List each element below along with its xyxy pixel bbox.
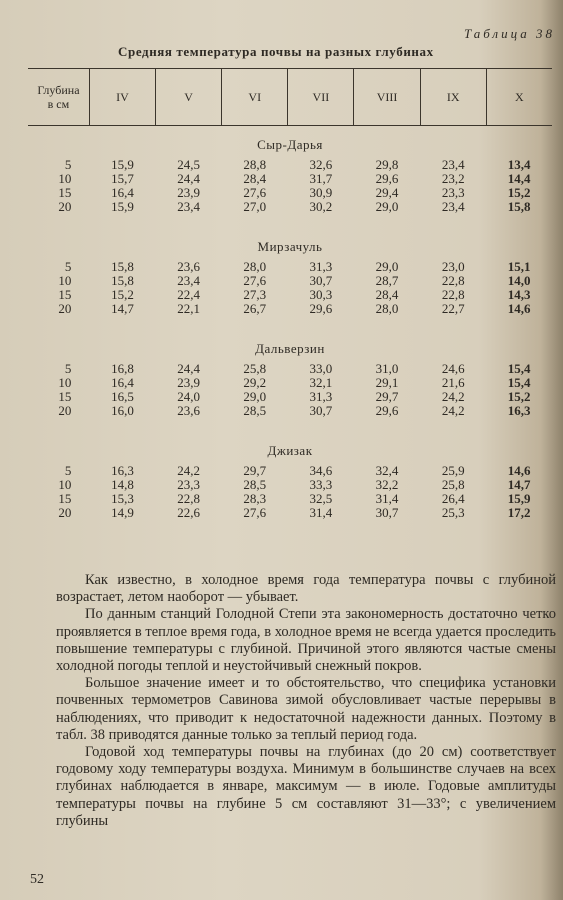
temperature-cell: 27,3 (243, 287, 267, 302)
table-row (28, 478, 552, 492)
temperature-cell: 24,0 (177, 389, 200, 404)
table-row (28, 302, 552, 316)
temperature-cell: 29,0 (375, 199, 399, 214)
temperature-cell: 24,4 (177, 361, 200, 376)
temperature-cell: 16,4 (111, 375, 134, 390)
temperature-cell: 32,4 (375, 463, 399, 478)
temperature-cell: 22,1 (177, 301, 200, 316)
temperature-cell: 29,0 (375, 259, 399, 274)
temperature-cell: 30,7 (309, 403, 333, 418)
temperature-cell: 14,0 (507, 273, 531, 288)
temperature-cell: 16,4 (111, 185, 134, 200)
temperature-cell: 24,2 (441, 389, 465, 404)
temperature-cell: 32,2 (375, 477, 399, 492)
depth-cell: 15 (58, 287, 72, 302)
header-depth-line2: в см (47, 97, 70, 111)
temperature-cell: 21,6 (441, 375, 465, 390)
table-row (28, 260, 552, 274)
temperature-cell: 26,7 (243, 301, 267, 316)
station-name: Джизак (267, 443, 313, 458)
table-body (28, 126, 552, 535)
table-row (28, 200, 552, 214)
temperature-cell: 15,8 (111, 259, 134, 274)
temperature-cell: 16,5 (111, 389, 134, 404)
temperature-cell: 29,2 (243, 375, 267, 390)
depth-cell: 20 (58, 301, 72, 316)
temperature-cell: 15,4 (507, 361, 531, 376)
header-month: IV (89, 69, 155, 126)
temperature-cell: 25,9 (441, 463, 465, 478)
temperature-cell: 23,4 (177, 199, 200, 214)
header-month: V (156, 69, 222, 126)
header-month: X (486, 69, 552, 126)
temperature-cell: 23,9 (177, 185, 200, 200)
depth-cell: 5 (64, 361, 72, 376)
paragraph: По данным станций Голодной Степи эта закономерность достаточно четко проявляется в теплое время года, в холодное время не всегда удается проследить повышение температуры с глубиной. Причиной этого являются частые смены холодной погоды теплой и неустойчивый снежный покров. (56, 606, 556, 675)
table-row (28, 274, 552, 288)
temperature-cell: 22,4 (177, 287, 200, 302)
station-name: Дальверзин (255, 341, 325, 356)
depth-cell: 15 (58, 185, 72, 200)
table-row (28, 390, 552, 404)
temperature-cell: 29,4 (375, 185, 399, 200)
depth-cell: 10 (58, 273, 72, 288)
table-row (28, 172, 552, 186)
paragraph: Как известно, в холодное время года температура почвы с глубиной возрастает, летом наоборот — убывает. (56, 572, 556, 606)
paragraph: Большое значение имеет и то обстоятельство, что специфика установки почвенных термометров Савинова зимой обусловливает частые перерывы в наблюдениях, что приводит к недостаточной надежности данных. Поэтому в табл. 38 приводятся данные только за теплый период года. (56, 675, 556, 743)
table-row (28, 492, 552, 506)
temperature-cell: 31,0 (375, 361, 399, 376)
temperature-cell: 17,2 (507, 505, 531, 520)
temperature-cell: 28,3 (243, 491, 267, 506)
depth-cell: 10 (58, 477, 72, 492)
temperature-cell: 24,4 (177, 171, 200, 186)
temperature-cell: 28,7 (375, 273, 399, 288)
spacer-row (28, 214, 552, 228)
temperature-cell: 14,6 (507, 301, 531, 316)
temperature-cell: 23,6 (177, 259, 200, 274)
depth-cell: 10 (58, 375, 72, 390)
table-title: Средняя температура почвы на разных глубинах (118, 44, 434, 59)
temperature-cell: 32,5 (309, 491, 333, 506)
temperature-cell: 34,6 (309, 463, 333, 478)
temperature-cell: 15,8 (111, 273, 134, 288)
temperature-cell: 15,3 (111, 491, 134, 506)
soil-temperature-table (28, 68, 552, 534)
station-heading-row (28, 228, 552, 260)
station-heading-row (28, 432, 552, 464)
temperature-cell: 31,4 (309, 505, 333, 520)
temperature-cell: 14,4 (507, 171, 531, 186)
temperature-cell: 29,6 (375, 403, 399, 418)
temperature-cell: 15,7 (111, 171, 134, 186)
temperature-cell: 23,4 (177, 273, 200, 288)
temperature-cell: 15,9 (111, 199, 134, 214)
temperature-cell: 23,0 (441, 259, 465, 274)
temperature-cell: 24,2 (177, 463, 200, 478)
temperature-cell: 28,0 (243, 259, 267, 274)
temperature-cell: 29,1 (375, 375, 399, 390)
depth-cell: 20 (58, 199, 72, 214)
table-row (28, 158, 552, 172)
station-heading-row (28, 330, 552, 362)
temperature-cell: 27,0 (243, 199, 267, 214)
temperature-cell: 23,3 (441, 185, 465, 200)
temperature-cell: 33,0 (309, 361, 333, 376)
depth-cell: 15 (58, 389, 72, 404)
temperature-cell: 14,6 (507, 463, 531, 478)
temperature-cell: 28,4 (243, 171, 267, 186)
temperature-cell: 30,3 (309, 287, 333, 302)
temperature-cell: 16,8 (111, 361, 134, 376)
paragraph: Годовой ход температуры почвы на глубинах (до 20 см) соответствует годовому ходу температуры воздуха. Минимум в большинстве случаев на всех глубинах наблюдается в январе, максимум — в июле. Годовые амплитуды температуры почвы на глубине 5 см составляют 31—33°; с увеличением глубины (56, 744, 556, 829)
temperature-cell: 25,3 (441, 505, 465, 520)
temperature-cell: 24,5 (177, 157, 200, 172)
table-row (28, 362, 552, 376)
depth-cell: 5 (64, 157, 72, 172)
temperature-cell: 28,0 (375, 301, 399, 316)
temperature-cell: 31,4 (375, 491, 399, 506)
temperature-cell: 15,9 (111, 157, 134, 172)
temperature-cell: 16,3 (507, 403, 531, 418)
temperature-cell: 23,3 (177, 477, 200, 492)
temperature-cell: 31,3 (309, 389, 333, 404)
temperature-cell: 16,3 (111, 463, 134, 478)
temperature-cell: 15,9 (507, 491, 531, 506)
depth-cell: 20 (58, 403, 72, 418)
temperature-cell: 28,5 (243, 403, 267, 418)
temperature-cell: 15,2 (111, 287, 134, 302)
spacer-row (28, 418, 552, 432)
temperature-cell: 23,2 (441, 171, 465, 186)
temperature-cell: 31,3 (309, 259, 333, 274)
temperature-cell: 25,8 (441, 477, 465, 492)
temperature-cell: 32,6 (309, 157, 333, 172)
table-number-label: Таблица 38 (463, 26, 555, 41)
temperature-cell: 23,4 (441, 157, 465, 172)
temperature-cell: 22,6 (177, 505, 200, 520)
temperature-cell: 27,6 (243, 505, 267, 520)
temperature-cell: 14,8 (111, 477, 134, 492)
temperature-cell: 29,7 (243, 463, 267, 478)
body-text (56, 572, 556, 830)
spacer-row (28, 316, 552, 330)
temperature-cell: 24,2 (441, 403, 465, 418)
header-month: VII (288, 69, 354, 126)
temperature-cell: 14,7 (507, 477, 531, 492)
table-row (28, 404, 552, 418)
temperature-cell: 29,6 (309, 301, 333, 316)
temperature-cell: 22,7 (441, 301, 465, 316)
header-month: IX (420, 69, 486, 126)
header-depth-line1: Глубина (37, 83, 80, 97)
temperature-cell: 29,7 (375, 389, 399, 404)
temperature-cell: 22,8 (441, 273, 465, 288)
temperature-cell: 24,6 (441, 361, 465, 376)
depth-cell: 10 (58, 171, 72, 186)
temperature-cell: 30,7 (375, 505, 399, 520)
station-heading-row (28, 126, 552, 159)
temperature-cell: 15,8 (507, 199, 531, 214)
temperature-cell: 22,8 (441, 287, 465, 302)
table-row (28, 376, 552, 390)
temperature-cell: 23,6 (177, 403, 200, 418)
depth-cell: 5 (64, 259, 72, 274)
temperature-cell: 28,8 (243, 157, 267, 172)
temperature-cell: 13,4 (507, 157, 531, 172)
temperature-cell: 26,4 (441, 491, 465, 506)
depth-cell: 20 (58, 505, 72, 520)
header-depth (28, 69, 89, 126)
temperature-cell: 25,8 (243, 361, 267, 376)
temperature-cell: 32,1 (309, 375, 333, 390)
depth-cell: 5 (64, 463, 72, 478)
temperature-cell: 15,2 (507, 185, 531, 200)
station-name: Мирзачуль (257, 239, 323, 254)
depth-cell: 15 (58, 491, 72, 506)
station-name: Сыр-Дарья (257, 137, 323, 152)
temperature-cell: 23,9 (177, 375, 200, 390)
temperature-cell: 31,7 (309, 171, 333, 186)
temperature-cell: 15,1 (507, 259, 531, 274)
temperature-cell: 30,7 (309, 273, 333, 288)
temperature-cell: 27,6 (243, 185, 267, 200)
temperature-cell: 16,0 (111, 403, 134, 418)
spacer-row (28, 520, 552, 534)
temperature-cell: 14,7 (111, 301, 134, 316)
temperature-cell: 28,4 (375, 287, 399, 302)
header-month: VI (222, 69, 288, 126)
temperature-cell: 30,9 (309, 185, 333, 200)
temperature-cell: 15,2 (507, 389, 531, 404)
temperature-cell: 28,5 (243, 477, 267, 492)
temperature-cell: 23,4 (441, 199, 465, 214)
table-row (28, 506, 552, 520)
temperature-cell: 27,6 (243, 273, 267, 288)
temperature-cell: 15,4 (507, 375, 531, 390)
header-month: VIII (354, 69, 420, 126)
temperature-cell: 29,0 (243, 389, 267, 404)
temperature-cell: 30,2 (309, 199, 333, 214)
table-row (28, 464, 552, 478)
temperature-cell: 29,6 (375, 171, 399, 186)
temperature-cell: 22,8 (177, 491, 200, 506)
table-header-row (28, 69, 552, 126)
table-row (28, 186, 552, 200)
temperature-cell: 14,9 (111, 505, 134, 520)
page-number: 52 (30, 872, 44, 887)
table-row (28, 288, 552, 302)
temperature-cell: 33,3 (309, 477, 333, 492)
temperature-cell: 14,3 (507, 287, 531, 302)
temperature-cell: 29,8 (375, 157, 399, 172)
